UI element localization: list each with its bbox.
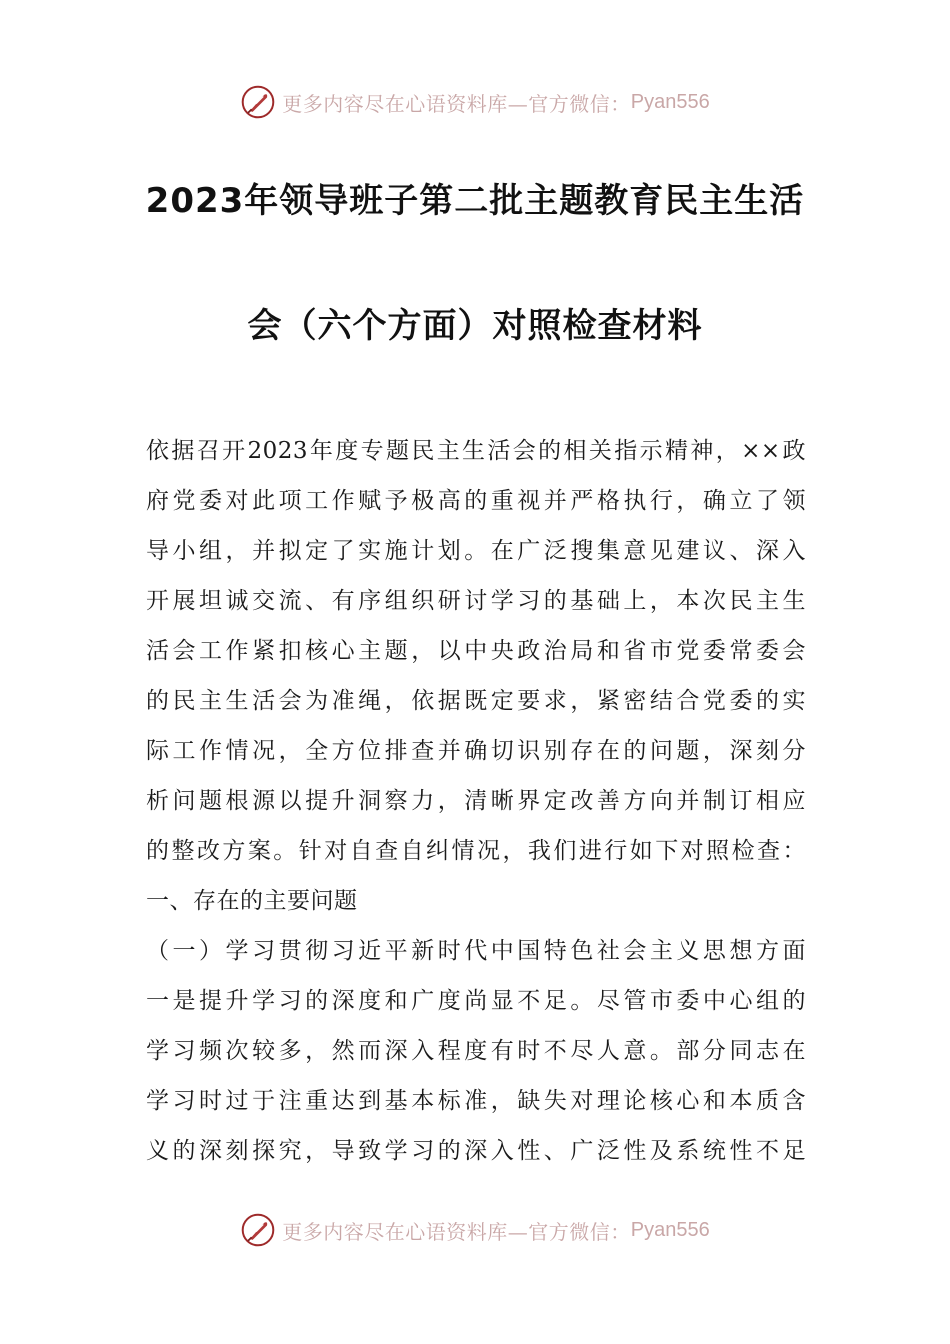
body-line: 的民主生活会为准绳，依据既定要求，紧密结合党委的实 <box>146 688 806 714</box>
section-heading: 一、存在的主要问题 <box>146 888 358 914</box>
body-line: 依据召开2023年度专题民主生活会的相关指示精神，××政 <box>146 438 806 464</box>
body-line: 际工作情况，全方位排查并确切识别存在的问题，深刻分 <box>146 738 806 764</box>
body-line: 的整改方案。针对自查自纠情况，我们进行如下对照检查： <box>146 838 806 864</box>
body-line: 导小组，并拟定了实施计划。在广泛搜集意见建议、深入 <box>146 538 806 564</box>
body-line: 义的深刻探究，导致学习的深入性、广泛性及系统性不足 <box>146 1138 806 1164</box>
body-line: 府党委对此项工作赋予极高的重视并严格执行，确立了领 <box>146 488 806 514</box>
wechat-id: Pyan556 <box>630 90 710 113</box>
document-title-line-2: 会（六个方面）对照检查材料 <box>247 306 703 346</box>
document-title-line-1: 2023年领导班子第二批主题教育民主生活 <box>145 181 805 221</box>
pen-feather-icon <box>240 84 276 120</box>
body-line: 一是提升学习的深度和广度尚显不足。尽管市委中心组的 <box>146 988 806 1014</box>
body-line: 析问题根源以提升洞察力，清晰界定改善方向并制订相应 <box>146 788 806 814</box>
body-line: 活会工作紧扣核心主题，以中央政治局和省市党委常委会 <box>146 638 806 664</box>
subsection-heading: （一）学习贯彻习近平新时代中国特色社会主义思想方面 <box>146 938 806 964</box>
watermark-text: 更多内容尽在心语资料库—官方微信： <box>282 1219 631 1244</box>
body-line: 开展坦诚交流、有序组织研讨学习的基础上，本次民主生 <box>146 588 806 614</box>
watermark-text: 更多内容尽在心语资料库—官方微信： <box>282 91 631 116</box>
pen-feather-icon <box>240 1212 276 1248</box>
wechat-id: Pyan556 <box>630 1218 710 1241</box>
watermark-banner-bottom <box>0 1208 950 1252</box>
document-body <box>146 426 806 1176</box>
body-line: 学习频次较多，然而深入程度有时不尽人意。部分同志在 <box>146 1038 806 1064</box>
body-line: 学习时过于注重达到基本标准，缺失对理论核心和本质含 <box>146 1088 806 1114</box>
watermark-banner-top <box>0 80 950 124</box>
